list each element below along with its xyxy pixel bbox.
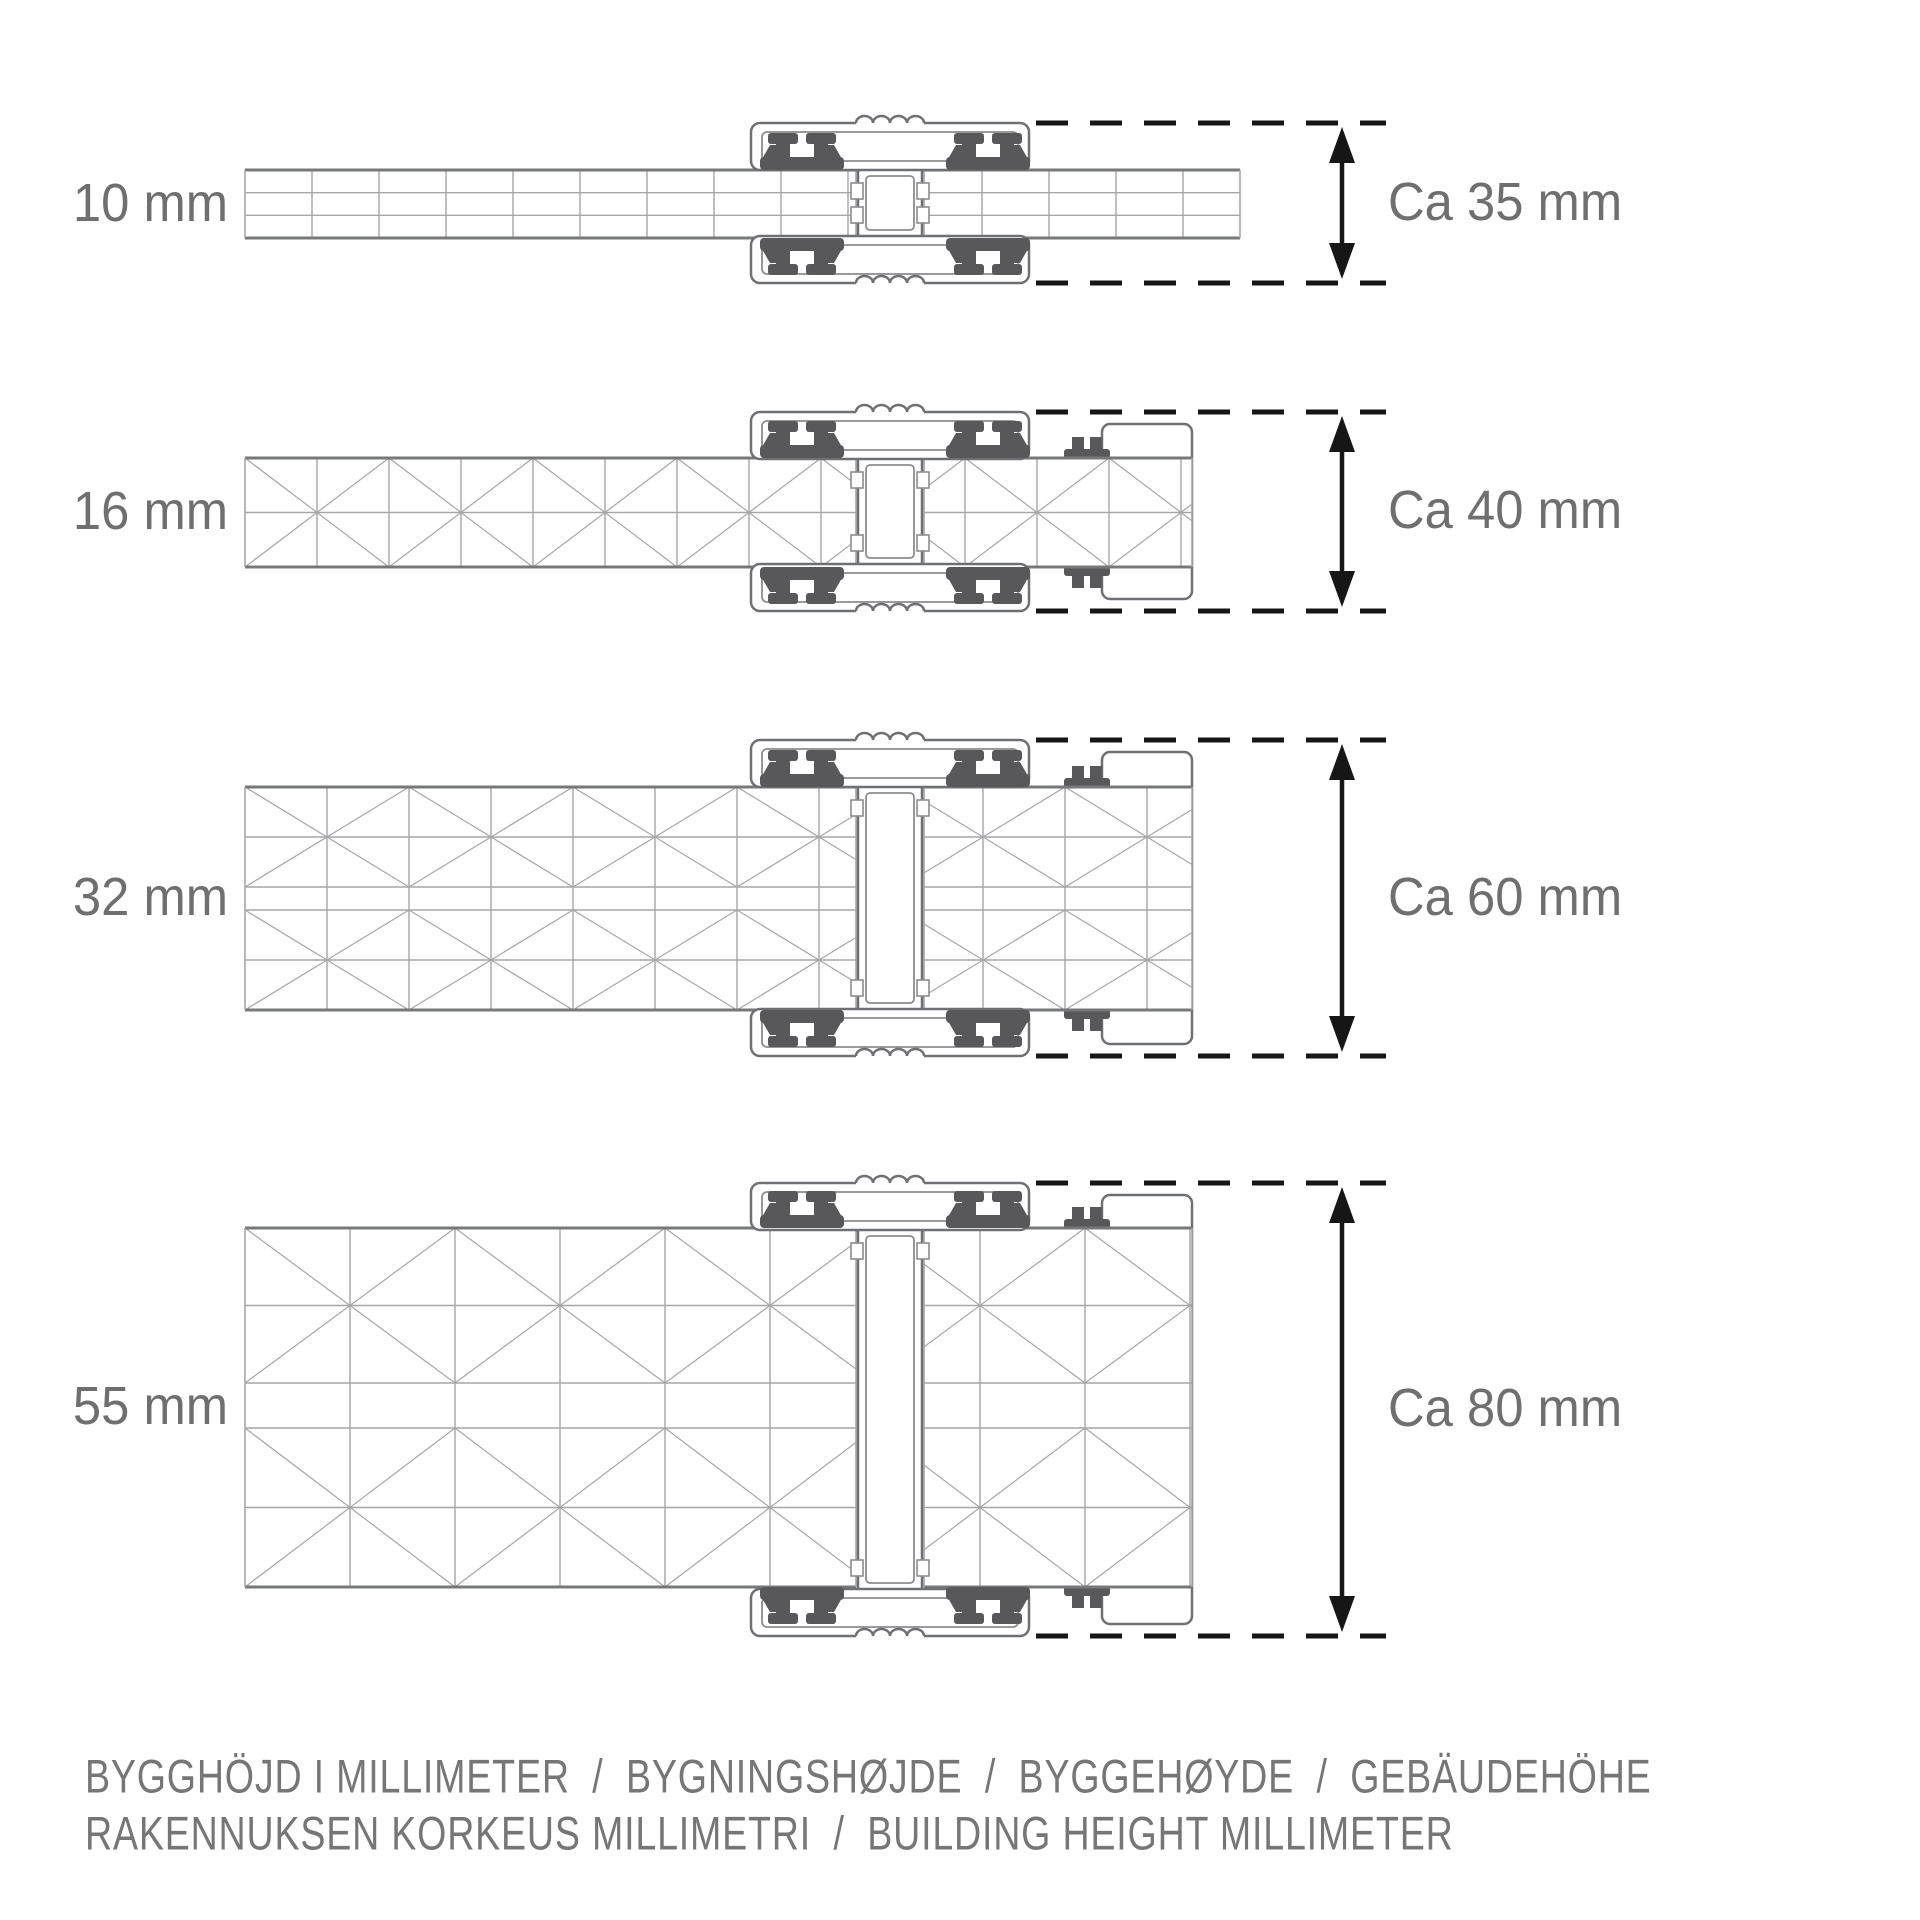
multiwall-panel-55mm xyxy=(245,1228,1295,1587)
thickness-label-10mm: 10 mm xyxy=(72,172,228,233)
multiwall-panel-32mm xyxy=(245,787,1229,1010)
caption-line-1: BYGGHÖJD I MILLIMETER / BYGNINGSHØJDE / BYGGEHØYDE / GEBÄUDEHÖHE xyxy=(85,1749,1652,1803)
panel-row-32mm xyxy=(245,733,1386,1056)
building-height-label-35mm: Ca 35 mm xyxy=(1388,171,1623,232)
building-height-label-40mm: Ca 40 mm xyxy=(1388,479,1623,540)
panel-row-16mm xyxy=(245,405,1386,611)
multiwall-panel-10mm xyxy=(245,170,1240,238)
thickness-label-55mm: 55 mm xyxy=(72,1375,228,1436)
multiwall-panel-16mm xyxy=(245,458,1253,567)
thickness-label-32mm: 32 mm xyxy=(72,866,228,927)
caption-line-2: RAKENNUKSEN KORKEUS MILLIMETRI / BUILDING HEIGHT MILLIMETER xyxy=(85,1806,1454,1860)
building-height-label-60mm: Ca 60 mm xyxy=(1388,866,1623,927)
panel-row-55mm xyxy=(245,1176,1386,1636)
panel-row-10mm xyxy=(245,116,1386,283)
thickness-label-16mm: 16 mm xyxy=(72,480,228,541)
building-height-label-80mm: Ca 80 mm xyxy=(1388,1377,1623,1438)
